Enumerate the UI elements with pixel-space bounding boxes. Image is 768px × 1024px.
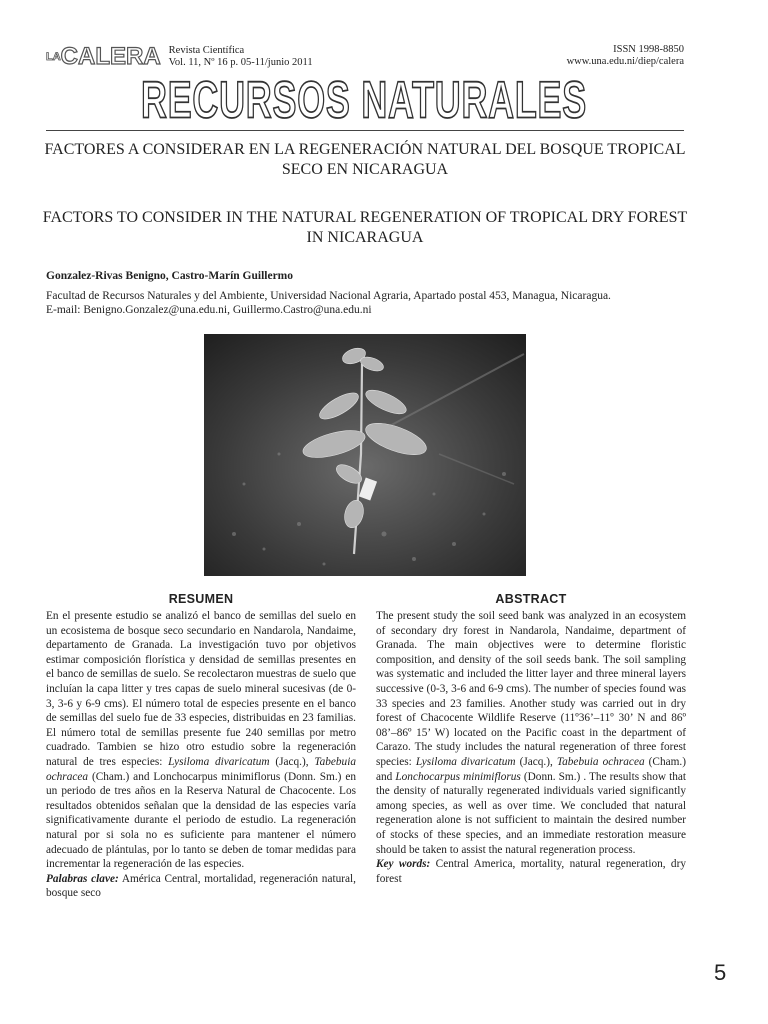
resumen-heading: RESUMEN: [168, 592, 234, 606]
abstract-text: The present study the soil seed bank was analyzed in an ecosystem of secondary dry forest in Nandarola, Nandaime, department of Granada. The main objectives were to determine floristic composition, and density of the soil seeds bank. The soil sampling was systematic and included the litter layer and three mineral layers successive (0-3, 3-6 and 6-9 cms). The number of species found was 33 species and 23 families. Another study was carried out in dry forest of Chacocente Wildlife Reserve (11º36’–11º 30’ N and 86º 08’–86º 15’ W) located on the Pacific coast in the department of Carazo. The study includes the natural regeneration of three forest species: Lysiloma divaricatum (Jacq.), Tabebuia ochracea (Cham.) and Lonchocarpus minimiflorus (Donn. Sm.) . The results show that the density of naturally regenerated individuals varied significantly among species, as well as over time. We concluded that natural regeneration alone is not sufficient to maintain the desired number of stocks of these species, and an immediate restoration measure should be taken to assist the natural regeneration process.: [376, 610, 687, 856]
abstract-keywords: Key words: Central America, mortality, natural regeneration, dry forest: [376, 858, 686, 885]
journal-meta: [567, 44, 684, 68]
header-divider: [46, 130, 684, 131]
journal-issue: Vol. 11, Nº 16 p. 05-11/junio 2011: [168, 57, 313, 68]
email: E-mail: Benigno.Gonzalez@una.edu.ni, Guillermo.Castro@una.edu.ni: [46, 304, 372, 316]
affiliation: Facultad de Recursos Naturales y del Ambiente, Universidad Nacional Agraria, Apartado postal 453, Managua, Nicaragua.: [46, 290, 611, 302]
resumen-keywords: Palabras clave: América Central, mortalidad, regeneración natural, bosque seco: [46, 872, 356, 900]
seedling-photo: [204, 334, 526, 576]
journal-logo: $^{LA}$CALERA: [46, 43, 161, 70]
resumen-column: [46, 592, 356, 901]
journal-url[interactable]: www.una.edu.ni/diep/calera: [566, 56, 684, 67]
title-english: FACTORS TO CONSIDER IN THE NATURAL REGENERATION OF TROPICAL DRY FOREST IN NICARAGUA: [42, 209, 688, 246]
journal-header: [46, 44, 313, 70]
affiliation-block: [46, 289, 611, 317]
abstract-column: [376, 592, 686, 886]
title-spanish: FACTORES A CONSIDERAR EN LA REGENERACIÓN NATURAL DEL BOSQUE TROPICAL SECO EN NICARAGUA: [44, 141, 686, 178]
page-number: 5: [714, 960, 727, 985]
journal-info: [169, 45, 313, 69]
journal-name: Revista Científica: [168, 45, 245, 56]
issn: ISSN 1998-8850: [613, 44, 684, 55]
section-title: RECURSOS NATURALES: [141, 70, 587, 129]
resumen-text: En el presente estudio se analizó el banco de semillas del suelo en un ecosistema de bosque seco secundario en Nandarola, Nandaime, departamento de Granada. La investigación tuvo por objetivos estimar composición florística y densidad de semillas presentes en el banco de semillas de suelo. Se recolectaron muestras de suelo que incluían la capa litter y tres capas de suelo mineral sucesivas (de 0-3, 3-6 y 6-9 cms). El número total de especies presente en el banco de semillas del suelo fue de 33 especies, distribuidas en 23 familias. El número total de semillas presente fue 240 semillas por metro cuadrado. Tambien se hizo otro estudio sobre la regeneración natural de tres especies: Lysiloma divaricatum (Jacq.), Tabebuia ochracea (Cham.) and Lonchocarpus minimiflorus (Donn. Sm.) en un periodo de tres años en la Reserva Natural de Chacocente. Los resultados obtenidos señalan que la densidad de las especies varía significativamente durante el periodo de estudio. La regeneración natural por si sola no es suficiente para mantener el número adecuado de plántulas, por lo tanto se deben de tomar medidas para incrementar la regeneración de las especies.: [46, 610, 356, 871]
abstract-heading: ABSTRACT: [495, 592, 567, 606]
authors: Gonzalez-Rivas Benigno, Castro-Marín Guillermo: [46, 270, 294, 282]
